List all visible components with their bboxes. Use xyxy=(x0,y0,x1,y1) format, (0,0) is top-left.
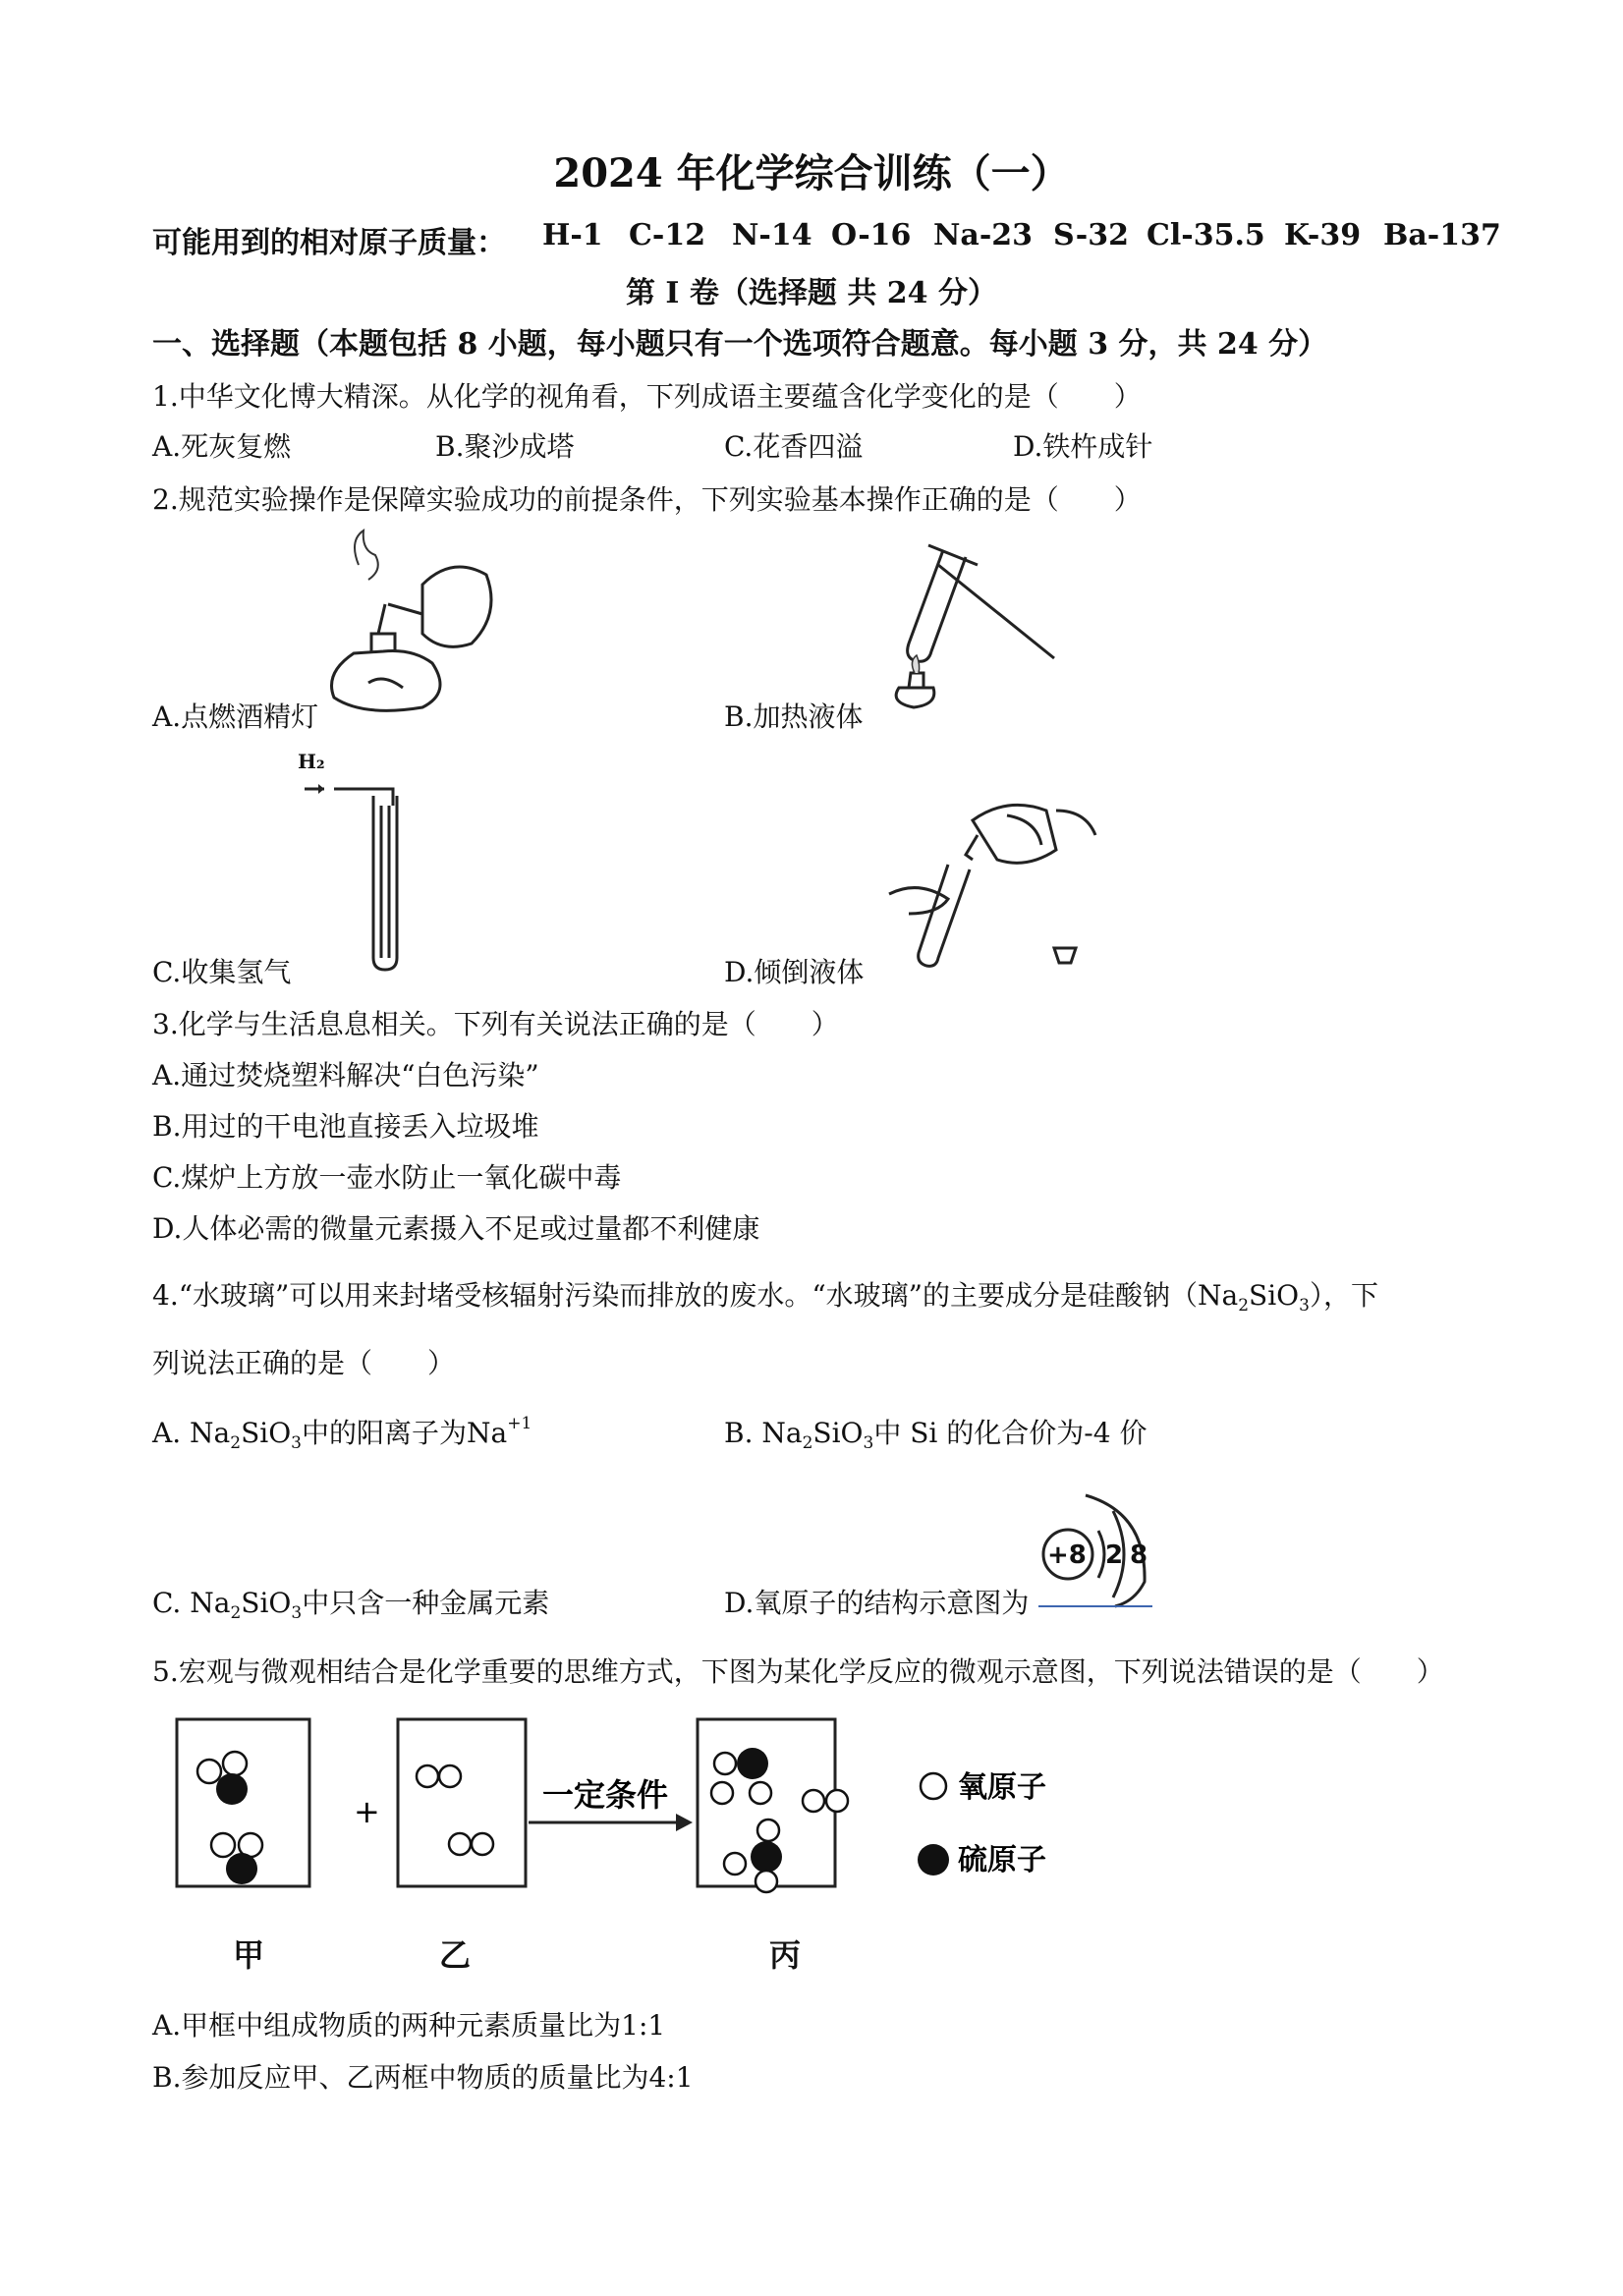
atom-shell1-count: 2 xyxy=(1105,1540,1124,1570)
mass-item: Cl-35.5 xyxy=(1147,218,1265,252)
legend-oxygen: 氧原子 xyxy=(958,1770,1046,1805)
q3-stem: 3.化学与生活息息相关。下列有关说法正确的是（ ） xyxy=(152,1008,839,1040)
mass-item: S-32 xyxy=(1053,218,1129,252)
section-header: 一、选择题（本题包括 8 小题，每小题只有一个选项符合题意。每小题 3 分，共 24 分） xyxy=(152,327,1328,362)
legend-sulfur: 硫原子 xyxy=(958,1843,1046,1877)
pouring-liquid-illustration xyxy=(879,791,1105,978)
q1-option-c[interactable]: C.花香四溢 xyxy=(724,430,864,463)
q1-option-b[interactable]: B.聚沙成塔 xyxy=(435,430,575,463)
q1-option-a[interactable]: A.死灰复燃 xyxy=(152,430,292,463)
atomic-mass-label: 可能用到的相对原子质量： xyxy=(152,226,506,260)
reaction-diagram xyxy=(167,1714,1071,1891)
heating-test-tube-illustration xyxy=(869,526,1066,722)
atom-shell2-count: 8 xyxy=(1130,1540,1148,1570)
q4-option-b[interactable]: B. $Na_2SiO_3$中 Si 的化合价为-4 价 xyxy=(724,1417,1147,1453)
box-label-yi: 乙 xyxy=(439,1936,472,1974)
q3-option-a[interactable]: A.通过焚烧塑料解决“白色污染” xyxy=(152,1059,539,1092)
h2-label: H₂ xyxy=(298,750,325,773)
alcohol-lamp-illustration xyxy=(314,526,501,722)
q3-option-b[interactable]: B.用过的干电池直接丢入垃圾堆 xyxy=(152,1110,539,1143)
q5-option-b[interactable]: B.参加反应甲、乙两框中物质的质量比为4:1 xyxy=(152,2061,694,2094)
page-title: 2024 年化学综合训练（一） xyxy=(553,150,1070,196)
mass-item: O-16 xyxy=(831,218,912,252)
q5-stem: 5.宏观与微观相结合是化学重要的思维方式，下图为某化学反应的微观示意图，下列说法错误的是（ ） xyxy=(152,1655,1444,1688)
q4-stem-line1: 4.“水玻璃”可以用来封堵受核辐射污染而排放的废水。“水玻璃”的主要成分是硅酸钠$(Na_2SiO_3)$，下 xyxy=(152,1279,1378,1316)
box-label-bing: 丙 xyxy=(769,1936,802,1974)
box-yi xyxy=(398,1719,526,1886)
mass-item: C-12 xyxy=(629,218,706,252)
q3-option-d[interactable]: D.人体必需的微量元素摄入不足或过量都不利健康 xyxy=(152,1212,760,1245)
volume-header: 第 I 卷（选择题 共 24 分） xyxy=(625,276,997,310)
q1-option-d[interactable]: D.铁杵成针 xyxy=(1013,430,1153,463)
q2-option-a[interactable]: A.点燃酒精灯 xyxy=(152,700,319,733)
sulfur-legend-icon xyxy=(918,1844,949,1876)
hydrogen-collection-illustration xyxy=(295,771,422,973)
mass-item: H-1 xyxy=(542,218,603,252)
mass-item: Ba-137 xyxy=(1383,218,1501,252)
mass-item: N-14 xyxy=(732,218,812,252)
q2-option-c[interactable]: C.收集氢气 xyxy=(152,956,292,988)
oxygen-legend-icon xyxy=(921,1773,946,1799)
q3-option-c[interactable]: C.煤炉上方放一壶水防止一氧化碳中毒 xyxy=(152,1161,622,1194)
mass-item: Na-23 xyxy=(933,218,1034,252)
q4-option-a[interactable]: A. $Na_2SiO_3$中的阳离子为$Na^{+1}$ xyxy=(152,1414,532,1453)
mass-item: K-39 xyxy=(1284,218,1362,252)
reaction-condition: 一定条件 xyxy=(542,1776,669,1814)
q2-option-b[interactable]: B.加热液体 xyxy=(724,700,864,733)
q4-option-d[interactable]: D.氧原子的结构示意图为 xyxy=(724,1587,1030,1619)
q4-stem-line2: 列说法正确的是（ ） xyxy=(152,1347,456,1379)
q5-option-a[interactable]: A.甲框中组成物质的两种元素质量比为1:1 xyxy=(152,2009,666,2042)
box-label-jia: 甲 xyxy=(233,1936,265,1974)
atom-nucleus-charge: +8 xyxy=(1047,1540,1087,1570)
q4-formula: $Na_2SiO_3$ xyxy=(1197,1279,1310,1316)
q2-option-d[interactable]: D.倾倒液体 xyxy=(724,956,865,988)
plus-sign: + xyxy=(354,1793,380,1830)
q2-stem: 2.规范实验操作是保障实验成功的前提条件，下列实验基本操作正确的是（ ） xyxy=(152,483,1142,516)
q4-option-c[interactable]: C. $Na_2SiO_3$中只含一种金属元素 xyxy=(152,1587,550,1623)
q1-stem: 1.中华文化博大精深。从化学的视角看，下列成语主要蕴含化学变化的是（ ） xyxy=(152,380,1142,413)
